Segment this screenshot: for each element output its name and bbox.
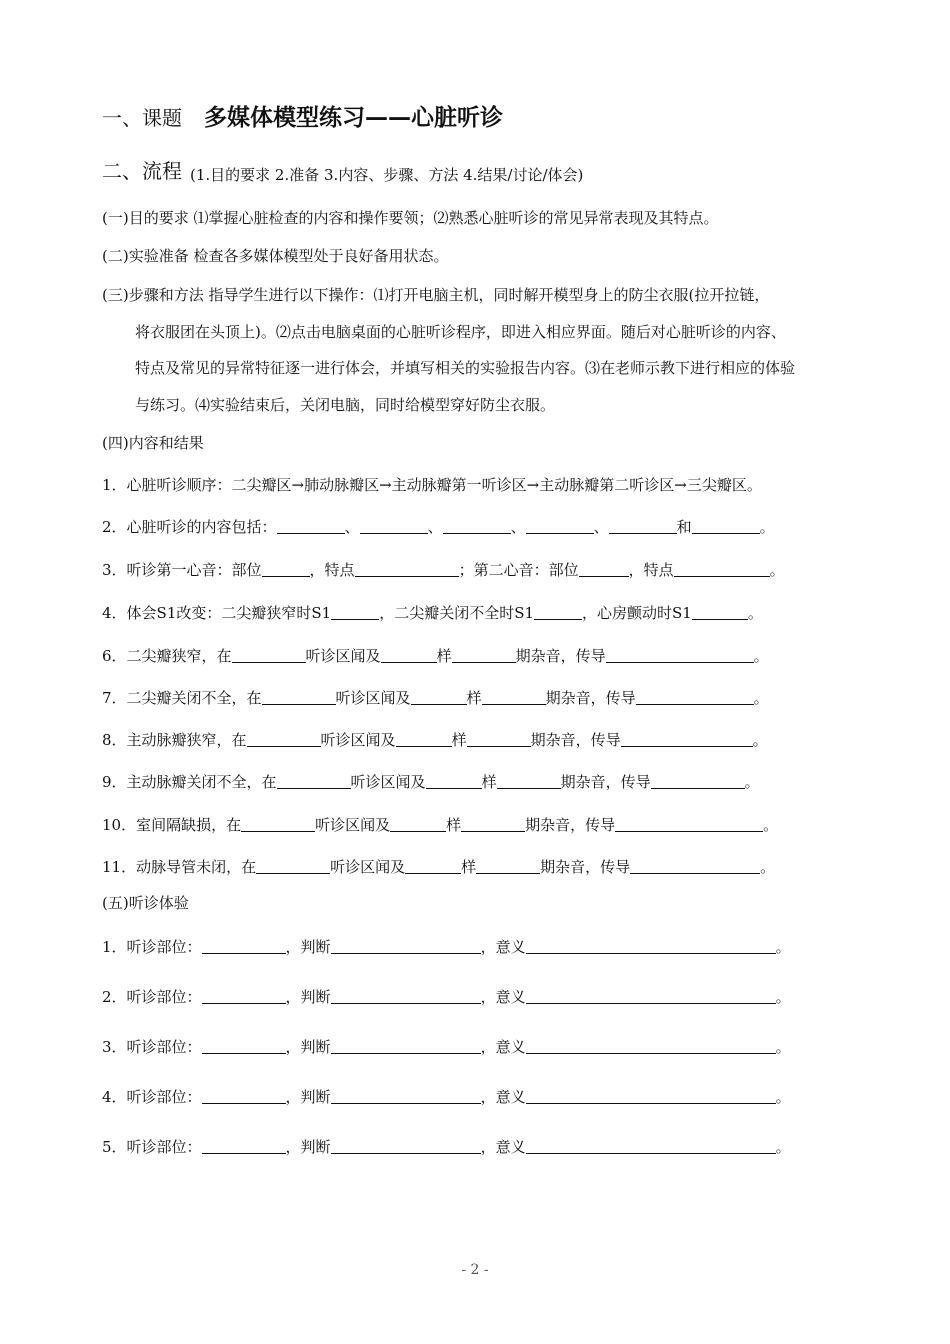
- blank-field[interactable]: [247, 731, 321, 747]
- murmur-text: 期杂音，传导: [540, 858, 631, 876]
- experience-text: ，判断: [285, 988, 331, 1006]
- murmur-text: 听诊区闻及: [330, 858, 406, 876]
- experience-label: 5．听诊部位：: [102, 1138, 202, 1156]
- flow-label: 二、流程: [102, 159, 182, 183]
- blank-field[interactable]: [651, 773, 745, 789]
- experience-item: [102, 1136, 791, 1158]
- blank-field[interactable]: [461, 816, 525, 832]
- blank-field[interactable]: [534, 604, 582, 620]
- section-steps-line: 将衣服团在头顶上)。⑵点击电脑桌面的心脏听诊程序，即进入相应界面。随后对心脏听诊的内容、: [135, 323, 786, 341]
- item-3-text: ，特点: [309, 561, 355, 579]
- blank-field[interactable]: [609, 518, 677, 534]
- murmur-text: 期杂音，传导: [530, 731, 621, 749]
- item-4: [102, 602, 763, 624]
- blank-field[interactable]: [526, 1038, 776, 1054]
- murmur-text: 样: [446, 816, 462, 834]
- flow-detail: (1.目的要求 2.准备 3.内容、步骤、方法 4.结果/讨论/体会): [190, 166, 584, 184]
- page-number: - 2 -: [461, 1262, 489, 1278]
- separator: 、: [344, 518, 360, 536]
- section-experience-title: (五)听诊体验: [102, 894, 189, 912]
- blank-field[interactable]: [262, 689, 336, 705]
- blank-field[interactable]: [452, 647, 516, 663]
- murmur-text: 听诊区闻及: [335, 689, 411, 707]
- murmur-text: 样: [481, 773, 497, 791]
- experience-text: ，判断: [285, 938, 331, 956]
- period: 。: [747, 604, 763, 622]
- blank-field[interactable]: [331, 1088, 481, 1104]
- blank-field[interactable]: [331, 1138, 481, 1154]
- blank-field[interactable]: [426, 773, 482, 789]
- period: 。: [775, 938, 791, 956]
- experience-text: ，意义: [480, 1138, 526, 1156]
- murmur-item: [102, 856, 775, 878]
- blank-field[interactable]: [202, 988, 286, 1004]
- murmur-text: 样: [436, 647, 452, 665]
- blank-field[interactable]: [202, 1038, 286, 1054]
- section-steps-line: 特点及常见的异常特征逐一进行体会，并填写相关的实验报告内容。⑶在老师示教下进行相应的体验: [135, 359, 796, 377]
- murmur-item: [102, 645, 769, 667]
- experience-text: ，意义: [480, 1038, 526, 1056]
- blank-field[interactable]: [476, 858, 540, 874]
- murmur-item: [102, 729, 768, 751]
- murmur-text: 期杂音，传导: [515, 647, 606, 665]
- blank-field[interactable]: [262, 561, 310, 577]
- period: 。: [775, 988, 791, 1006]
- item-2: [102, 516, 775, 538]
- separator: 、: [427, 518, 443, 536]
- murmur-text: 听诊区闻及: [320, 731, 396, 749]
- section-preparation: (二)实验准备 检查各多媒体模型处于良好备用状态。: [102, 247, 449, 265]
- separator: 、: [510, 518, 526, 536]
- section-goals: (一)目的要求 ⑴掌握心脏检查的内容和操作要领；⑵熟悉心脏听诊的常见异常表现及其特点。: [102, 209, 719, 227]
- blank-field[interactable]: [277, 773, 351, 789]
- murmur-item: [102, 814, 778, 836]
- course-main-title: 多媒体模型练习——心脏听诊: [204, 105, 503, 131]
- blank-field[interactable]: [232, 647, 306, 663]
- experience-text: ，判断: [285, 1038, 331, 1056]
- blank-field[interactable]: [331, 988, 481, 1004]
- blank-field[interactable]: [256, 858, 330, 874]
- blank-field[interactable]: [692, 604, 748, 620]
- murmur-label: 11．动脉导管未闭，在: [102, 858, 257, 876]
- blank-field[interactable]: [390, 816, 446, 832]
- blank-field[interactable]: [497, 773, 561, 789]
- experience-label: 2．听诊部位：: [102, 988, 202, 1006]
- blank-field[interactable]: [277, 518, 345, 534]
- blank-field[interactable]: [405, 858, 461, 874]
- section-content-title: (四)内容和结果: [102, 434, 204, 452]
- course-title: [102, 103, 503, 133]
- period: 。: [753, 647, 769, 665]
- period: 。: [775, 1138, 791, 1156]
- murmur-label: 7．二尖瓣关闭不全，在: [102, 689, 262, 707]
- murmur-text: 期杂音，传导: [525, 816, 616, 834]
- period: 。: [744, 773, 760, 791]
- blank-field[interactable]: [331, 1038, 481, 1054]
- separator: 、: [593, 518, 609, 536]
- blank-field[interactable]: [443, 518, 511, 534]
- item-4-text: ，心房颤动时S1: [582, 604, 692, 622]
- period: 。: [760, 858, 776, 876]
- murmur-label: 6．二尖瓣狭窄，在: [102, 647, 232, 665]
- experience-item: [102, 986, 791, 1008]
- murmur-text: 样: [451, 731, 467, 749]
- course-label: 一、课题: [102, 106, 182, 130]
- blank-field[interactable]: [636, 689, 754, 705]
- blank-field[interactable]: [482, 689, 546, 705]
- murmur-text: 样: [466, 689, 482, 707]
- blank-field[interactable]: [411, 689, 467, 705]
- conjunction: 和: [676, 518, 692, 536]
- experience-text: ，意义: [480, 988, 526, 1006]
- period: 。: [752, 731, 768, 749]
- blank-field[interactable]: [381, 647, 437, 663]
- blank-field[interactable]: [355, 561, 459, 577]
- murmur-text: 样: [461, 858, 477, 876]
- murmur-item: [102, 687, 769, 709]
- period: 。: [769, 561, 785, 579]
- experience-item: [102, 1086, 791, 1108]
- item-3-text: ；第二心音：部位: [458, 561, 579, 579]
- blank-field[interactable]: [202, 1088, 286, 1104]
- blank-field[interactable]: [606, 647, 754, 663]
- section-steps-line: (三)步骤和方法 指导学生进行以下操作：⑴打开电脑主机，同时解开模型身上的防尘衣服(拉开拉链，: [102, 286, 770, 304]
- period: 。: [753, 689, 769, 707]
- experience-label: 3．听诊部位：: [102, 1038, 202, 1056]
- blank-field[interactable]: [526, 938, 776, 954]
- experience-label: 1．听诊部位：: [102, 938, 202, 956]
- blank-field[interactable]: [360, 518, 428, 534]
- experience-text: ，判断: [285, 1088, 331, 1106]
- blank-field[interactable]: [241, 816, 315, 832]
- experience-label: 4．听诊部位：: [102, 1088, 202, 1106]
- murmur-label: 8．主动脉瓣狭窄，在: [102, 731, 247, 749]
- blank-field[interactable]: [331, 604, 379, 620]
- blank-field[interactable]: [615, 816, 763, 832]
- item-2-text: 2．心脏听诊的内容包括：: [102, 518, 277, 536]
- blank-field[interactable]: [630, 858, 760, 874]
- blank-field[interactable]: [467, 731, 531, 747]
- period: 。: [775, 1038, 791, 1056]
- murmur-label: 9．主动脉瓣关闭不全，在: [102, 773, 277, 791]
- period: 。: [775, 1088, 791, 1106]
- period: 。: [763, 816, 779, 834]
- murmur-text: 听诊区闻及: [350, 773, 426, 791]
- blank-field[interactable]: [674, 561, 770, 577]
- murmur-text: 听诊区闻及: [315, 816, 391, 834]
- item-3-text: ，特点: [628, 561, 674, 579]
- item-1: 1．心脏听诊顺序：二尖瓣区→肺动脉瓣区→主动脉瓣第一听诊区→主动脉瓣第二听诊区→三尖瓣区。: [102, 476, 762, 494]
- item-4-text: 4．体会S1改变：二尖瓣狭窄时S1: [102, 604, 332, 622]
- blank-field[interactable]: [202, 1138, 286, 1154]
- item-4-text: ，二尖瓣关闭不全时S1: [379, 604, 535, 622]
- blank-field[interactable]: [526, 1088, 776, 1104]
- period: 。: [759, 518, 775, 536]
- blank-field[interactable]: [526, 988, 776, 1004]
- experience-text: ，意义: [480, 938, 526, 956]
- murmur-text: 期杂音，传导: [545, 689, 636, 707]
- experience-text: ，判断: [285, 1138, 331, 1156]
- experience-item: [102, 1036, 791, 1058]
- blank-field[interactable]: [692, 518, 760, 534]
- blank-field[interactable]: [396, 731, 452, 747]
- flow-heading: [102, 160, 583, 184]
- murmur-text: 听诊区闻及: [305, 647, 381, 665]
- murmur-text: 期杂音，传导: [560, 773, 651, 791]
- murmur-label: 10．室间隔缺损，在: [102, 816, 242, 834]
- murmur-item: [102, 771, 760, 793]
- item-3: [102, 559, 785, 581]
- blank-field[interactable]: [621, 731, 753, 747]
- blank-field[interactable]: [526, 518, 594, 534]
- blank-field[interactable]: [331, 938, 481, 954]
- blank-field[interactable]: [579, 561, 629, 577]
- item-3-text: 3．听诊第一心音：部位: [102, 561, 262, 579]
- section-steps-line: 与练习。⑷实验结束后，关闭电脑，同时给模型穿好防尘衣服。: [135, 396, 556, 414]
- blank-field[interactable]: [202, 938, 286, 954]
- blank-field[interactable]: [526, 1138, 776, 1154]
- experience-item: [102, 936, 791, 958]
- experience-text: ，意义: [480, 1088, 526, 1106]
